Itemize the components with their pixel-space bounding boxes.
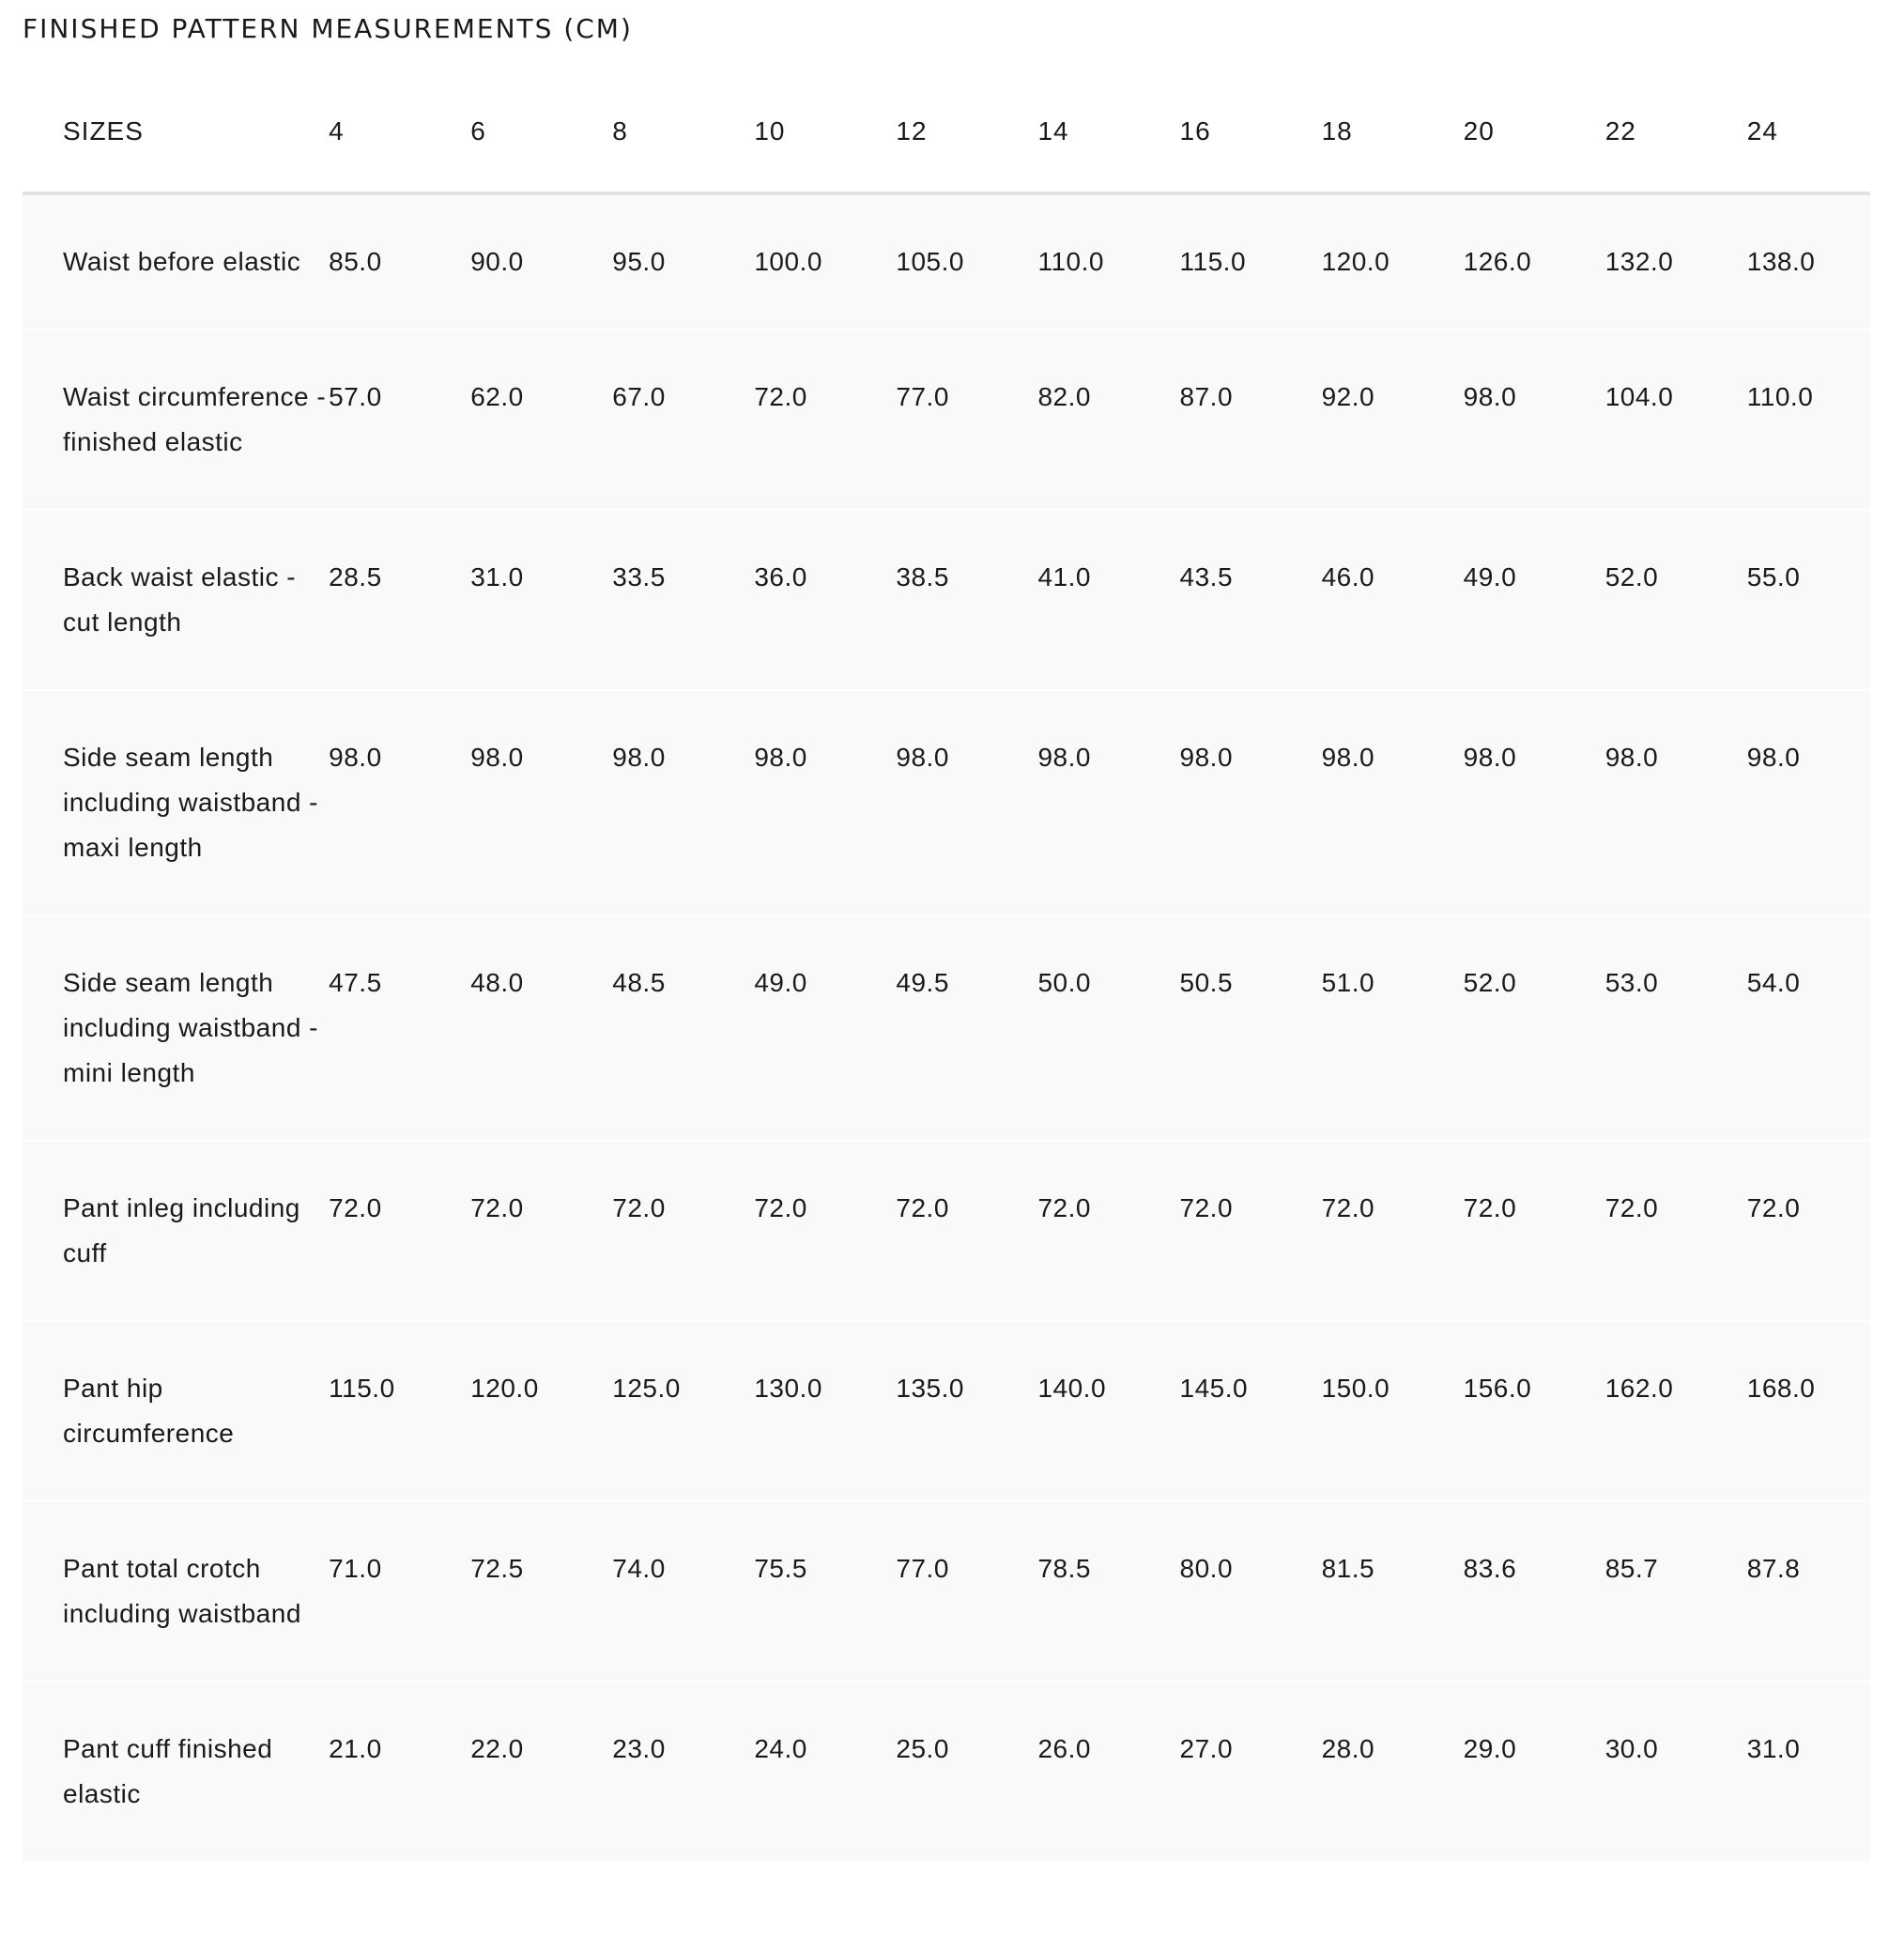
measurement-cell: 110.0 (1746, 382, 1814, 411)
size-header-10: 10 (754, 116, 786, 146)
table-row (23, 915, 1870, 1141)
table-body (23, 193, 1870, 1862)
measurement-cell: 72.0 (1746, 1193, 1801, 1222)
measurement-cell: 71.0 (329, 1554, 382, 1583)
measurement-cell: 110.0 (1037, 247, 1104, 276)
measurement-cell: 72.0 (612, 1193, 666, 1222)
measurement-cell: 57.0 (329, 382, 382, 411)
table-row (23, 330, 1870, 510)
measurement-cell: 90.0 (470, 247, 524, 276)
measurement-cell: 31.0 (470, 562, 524, 591)
measurement-cell: 115.0 (329, 1374, 395, 1403)
measurement-cell: 98.0 (1605, 743, 1659, 772)
measurement-cell: 83.6 (1463, 1554, 1517, 1583)
measurement-cell: 72.0 (1179, 1193, 1234, 1222)
measurement-cell: 72.0 (754, 382, 807, 411)
measurement-cell: 62.0 (470, 382, 524, 411)
row-label: Pant inleg including cuff (63, 1193, 300, 1267)
row-label: Waist circumference - finished elastic (63, 382, 327, 456)
measurement-cell: 130.0 (754, 1374, 822, 1403)
measurement-cell: 31.0 (1746, 1734, 1801, 1763)
size-header-14: 14 (1037, 116, 1069, 146)
size-header-6: 6 (470, 116, 486, 146)
measurement-cell: 54.0 (1746, 968, 1801, 997)
measurement-cell: 120.0 (470, 1374, 539, 1403)
measurement-cell: 80.0 (1179, 1554, 1234, 1583)
row-label: Pant cuff finished elastic (63, 1734, 273, 1808)
table-row (23, 510, 1870, 690)
measurement-cell: 135.0 (896, 1374, 964, 1403)
measurement-cell: 38.5 (896, 562, 949, 591)
size-header-4: 4 (329, 116, 345, 146)
measurement-cell: 150.0 (1321, 1374, 1390, 1403)
measurement-cell: 49.5 (896, 968, 949, 997)
measurement-cell: 22.0 (470, 1734, 524, 1763)
measurement-cell: 100.0 (754, 247, 822, 276)
measurement-cell: 98.0 (470, 743, 524, 772)
measurement-cell: 28.0 (1321, 1734, 1375, 1763)
measurement-cell: 46.0 (1321, 562, 1375, 591)
measurement-cell: 50.0 (1037, 968, 1091, 997)
measurement-cell: 48.0 (470, 968, 524, 997)
measurement-cell: 162.0 (1605, 1374, 1674, 1403)
row-label: Waist before elastic (63, 247, 301, 276)
measurement-cell: 98.0 (1463, 382, 1517, 411)
measurement-cell: 49.0 (1463, 562, 1517, 591)
measurement-cell: 95.0 (612, 247, 666, 276)
measurement-cell: 50.5 (1179, 968, 1234, 997)
measurement-cell: 28.5 (329, 562, 382, 591)
measurement-cell: 132.0 (1605, 247, 1674, 276)
measurement-cell: 72.5 (470, 1554, 524, 1583)
measurement-cell: 98.0 (1179, 743, 1234, 772)
measurement-cell: 98.0 (1321, 743, 1375, 772)
row-label: Back waist elastic - cut length (63, 562, 297, 637)
measurement-cell: 33.5 (612, 562, 666, 591)
measurement-cell: 138.0 (1746, 247, 1816, 276)
measurement-cell: 72.0 (1037, 1193, 1091, 1222)
measurement-cell: 23.0 (612, 1734, 666, 1763)
measurement-cell: 168.0 (1746, 1374, 1816, 1403)
measurement-cell: 85.7 (1605, 1554, 1659, 1583)
size-header-20: 20 (1463, 116, 1495, 146)
measurement-cell: 51.0 (1321, 968, 1375, 997)
measurement-cell: 98.0 (612, 743, 666, 772)
measurement-cell: 27.0 (1179, 1734, 1234, 1763)
measurement-cell: 145.0 (1179, 1374, 1249, 1403)
measurement-cell: 98.0 (1746, 743, 1801, 772)
measurement-cell: 72.0 (470, 1193, 524, 1222)
measurement-cell: 77.0 (896, 382, 949, 411)
measurement-cell: 52.0 (1463, 968, 1517, 997)
measurements-table (23, 77, 1870, 1863)
measurement-cell: 92.0 (1321, 382, 1375, 411)
measurement-cell: 87.8 (1746, 1554, 1801, 1583)
measurement-cell: 74.0 (612, 1554, 666, 1583)
measurement-cell: 140.0 (1037, 1374, 1107, 1403)
measurement-cell: 41.0 (1037, 562, 1091, 591)
measurement-cell: 72.0 (1463, 1193, 1517, 1222)
row-label: Pant total crotch including waistband (63, 1554, 301, 1628)
sizes-header: SIZES (63, 116, 144, 146)
measurement-cell: 53.0 (1605, 968, 1659, 997)
measurement-cell: 98.0 (754, 743, 807, 772)
size-header-22: 22 (1605, 116, 1636, 146)
measurement-cell: 104.0 (1605, 382, 1674, 411)
measurement-cell: 72.0 (329, 1193, 382, 1222)
measurement-cell: 72.0 (1605, 1193, 1659, 1222)
measurement-cell: 24.0 (754, 1734, 807, 1763)
size-header-18: 18 (1321, 116, 1353, 146)
table-row (23, 1501, 1870, 1682)
measurement-cell: 52.0 (1605, 562, 1659, 591)
table-row (23, 193, 1870, 330)
measurement-cell: 43.5 (1179, 562, 1234, 591)
table-row (23, 690, 1870, 915)
measurement-cell: 72.0 (896, 1193, 949, 1222)
size-header-8: 8 (612, 116, 628, 146)
measurement-cell: 115.0 (1179, 247, 1247, 276)
table-row (23, 1141, 1870, 1321)
measurement-cell: 105.0 (896, 247, 964, 276)
measurement-cell: 25.0 (896, 1734, 949, 1763)
measurement-cell: 85.0 (329, 247, 382, 276)
size-header-12: 12 (896, 116, 928, 146)
row-label: Side seam length including waistband - mini length (63, 968, 318, 1087)
size-header-16: 16 (1179, 116, 1211, 146)
measurement-cell: 125.0 (612, 1374, 681, 1403)
measurement-cell: 29.0 (1463, 1734, 1517, 1763)
measurement-cell: 81.5 (1321, 1554, 1375, 1583)
table-row (23, 1682, 1870, 1862)
measurement-cell: 98.0 (896, 743, 949, 772)
measurement-cell: 67.0 (612, 382, 666, 411)
measurement-cell: 48.5 (612, 968, 666, 997)
measurement-cell: 75.5 (754, 1554, 807, 1583)
measurement-cell: 98.0 (1037, 743, 1091, 772)
row-label: Side seam length including waistband - maxi length (63, 743, 318, 862)
measurement-cell: 72.0 (1321, 1193, 1375, 1222)
measurement-cell: 77.0 (896, 1554, 949, 1583)
page-title: FINISHED PATTERN MEASUREMENTS (CM) (23, 13, 633, 44)
measurement-cell: 21.0 (329, 1734, 382, 1763)
table-header-row (23, 77, 1870, 193)
measurement-cell: 72.0 (754, 1193, 807, 1222)
measurement-cell: 36.0 (754, 562, 807, 591)
measurement-cell: 49.0 (754, 968, 807, 997)
measurement-cell: 98.0 (329, 743, 382, 772)
measurement-cell: 47.5 (329, 968, 382, 997)
measurement-cell: 78.5 (1037, 1554, 1091, 1583)
measurement-cell: 126.0 (1463, 247, 1532, 276)
measurement-cell: 82.0 (1037, 382, 1091, 411)
measurement-cell: 26.0 (1037, 1734, 1091, 1763)
measurement-cell: 55.0 (1746, 562, 1801, 591)
measurement-cell: 120.0 (1321, 247, 1390, 276)
measurement-cell: 30.0 (1605, 1734, 1659, 1763)
measurement-cell: 156.0 (1463, 1374, 1532, 1403)
table-row (23, 1321, 1870, 1501)
row-label: Pant hip circumference (63, 1374, 235, 1448)
size-header-24: 24 (1746, 116, 1778, 146)
measurement-cell: 98.0 (1463, 743, 1517, 772)
measurement-cell: 87.0 (1179, 382, 1234, 411)
